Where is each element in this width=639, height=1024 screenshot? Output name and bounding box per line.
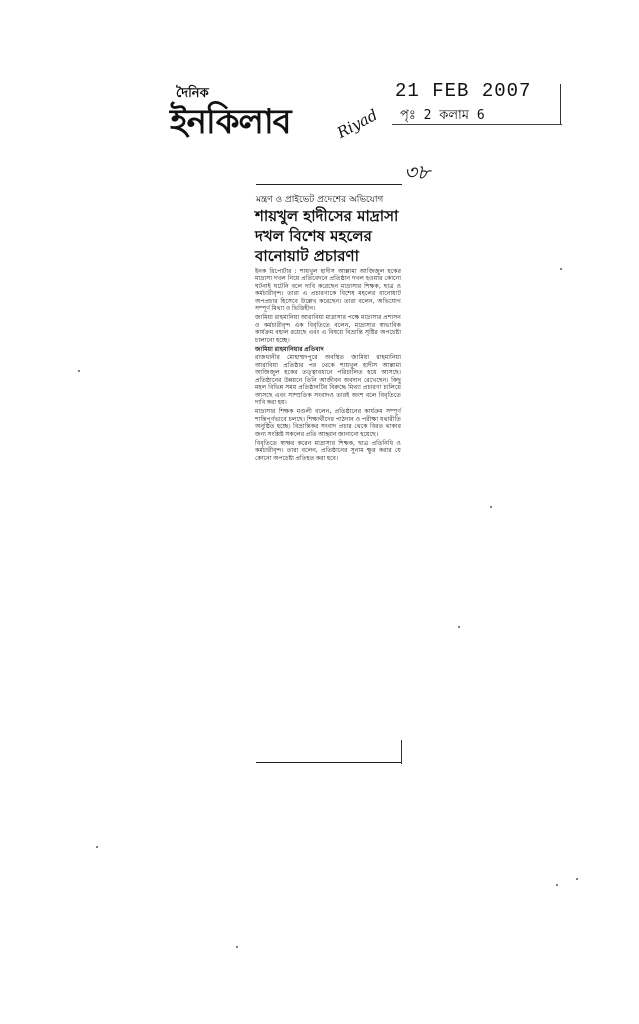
article-subhead: জামিয়া রাহমানিয়ার প্রতিবাদ — [255, 346, 324, 354]
stamp-border — [560, 84, 561, 124]
masthead-small: দৈনিক — [176, 86, 209, 101]
article-paragraph: রাজধানীর মোহাম্মদপুরে অবস্থিত জামিয়া রাহমানিয়া আরাবিয়া প্রতিষ্ঠার পর থেকে শায়খুল হাদীস আল্লামা আজিজুল হকের তত্ত্বাবধানে পরিচালিত হয়ে আসছে। প্রতিষ্ঠানের উন্নয়নে তিনি আজীবন অবদান রেখেছেন। কিছু মহল বিভিন্ন সময় প্রতিষ্ঠানটির বিরুদ্ধে মিথ্যা প্রচারণা চালিয়ে আসছে এবং সাম্প্রতিক সংবাদও তারই অংশ বলে বিবৃতিতে দাবি করা হয়। — [255, 354, 401, 406]
date-stamp: 21 FEB 2007 — [395, 80, 532, 102]
scan-speck — [236, 946, 238, 948]
top-rule — [256, 184, 402, 185]
article-headline: শায়খুল হাদীসের মাদ্রাসা দখল বিশেষ মহলের বানোয়াট প্রচারণা — [255, 207, 399, 265]
scan-speck — [576, 878, 578, 880]
article-paragraph: জামিয়া রাহমানিয়া আরাবিয়া মাদ্রাসার পক্ষে মাদ্রাসার প্রশাসন ও কর্মচারীবৃন্দ এক বিবৃতিতে বলেন, মাদ্রাসার স্বাভাবিক কার্যক্রম বহাল রয়েছে এবং এ বিষয়ে বিভ্রান্তি সৃষ্টির অপচেষ্টা চালানো হচ্ছে। — [255, 314, 401, 344]
scan-speck — [490, 506, 492, 508]
article-paragraph: ইনক রিপোর্টার : শায়খুল হাদীস আল্লামা আজিজুল হকের মাদ্রাসা দখল নিয়ে প্রতিবেদনে প্রতিষ্ঠান দখল হওয়ার কোনো ঘটনাই ঘটেনি বলে দাবি করেছেন মাদ্রাসার শিক্ষক, ছাত্র ও কর্মচারীবৃন্দ। তারা এ প্রচারণাকে বিশেষ মহলের বানোয়াট অপপ্রচার হিসেবে উল্লেখ করেছেন। তারা বলেন, অভিযোগ সম্পূর্ণ মিথ্যা ও ভিত্তিহীন। — [255, 268, 401, 313]
masthead-title: ইনকিলাব — [170, 102, 291, 142]
scan-speck — [560, 268, 562, 270]
handwritten-signature: Riyad — [334, 105, 381, 142]
article-body — [255, 268, 401, 464]
scan-speck — [96, 846, 98, 848]
article-kicker: মন্ত্রণ ও প্রাইভেট প্রদেশের অভিযোগ — [256, 195, 384, 205]
scan-speck — [458, 626, 460, 628]
scan-speck — [78, 370, 80, 372]
handwritten-number: ৩৮ — [404, 160, 430, 184]
article-paragraph: মাদ্রাসার শিক্ষক মণ্ডলী বলেন, প্রতিষ্ঠানের কার্যক্রম সম্পূর্ণ শান্তিপূর্ণভাবে চলছে। শিক্ষার্থীদের পাঠদান ও পরীক্ষা যথারীতি অনুষ্ঠিত হচ্ছে। বিভ্রান্তিকর সংবাদ প্রচার থেকে বিরত থাকার জন্য সংশ্লিষ্ট সকলের প্রতি আহ্বান জানানো হয়েছে। — [255, 408, 401, 438]
scan-speck — [556, 884, 558, 886]
column-edge — [401, 740, 402, 764]
bottom-rule — [256, 762, 402, 763]
page-column-stamp: পৃঃ 2 কলাম 6 — [400, 108, 485, 123]
stamp-underline — [392, 124, 562, 125]
article-paragraph: বিবৃতিতে স্বাক্ষর করেন মাদ্রাসার শিক্ষক, ছাত্র প্রতিনিধি ও কর্মচারীবৃন্দ। তারা বলেন, প্রতিষ্ঠানের সুনাম ক্ষুণ্ণ করার যে কোনো অপচেষ্টা প্রতিহত করা হবে। — [255, 439, 401, 462]
